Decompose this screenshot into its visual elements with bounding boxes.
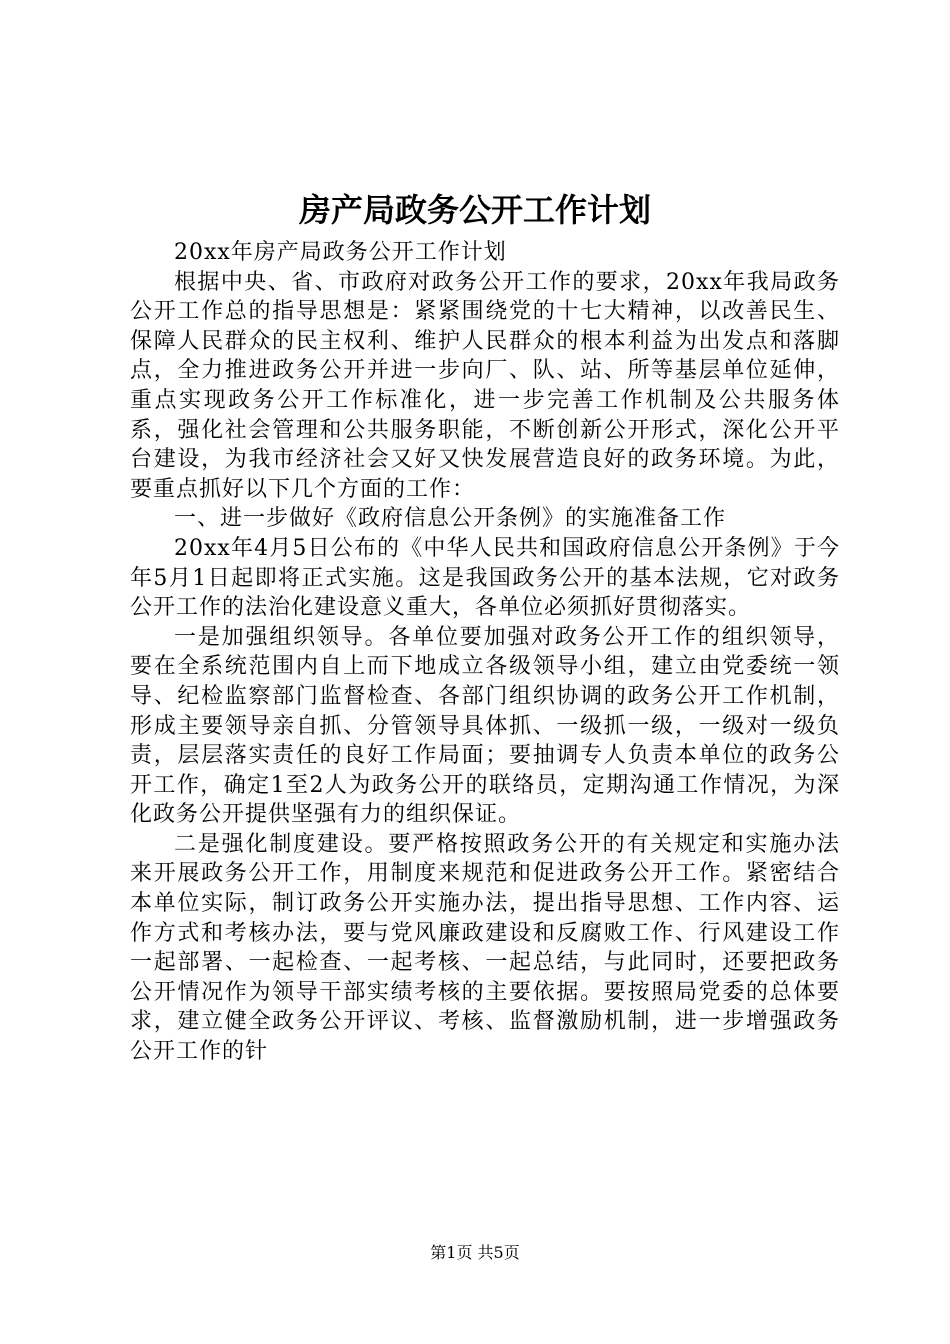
page-footer: 第1页 共5页 [430,1243,520,1262]
paragraph-system-building: 二是强化制度建设。要严格按照政务公开的有关规定和实施办法来开展政务公开工作，用制度来规范和促进政务公开工作。紧密结合本单位实际，制订政务公开实施办法，提出指导思想、工作内容、运作方式和考核办法，要与党风廉政建设和反腐败工作、行风建设工作一起部署、一起检查、一起考核、一起总结，与此同时，还要把政务公开情况作为领导干部实绩考核的主要依据。要按照局党委的总体要求，建立健全政务公开评议、考核、监督激励机制，进一步增强政务公开工作的针 [130,831,840,1065]
paragraph-guiding-thought: 根据中央、省、市政府对政务公开工作的要求，20xx年我局政务公开工作总的指导思想是：紧紧围绕党的十七大精神，以改善民生、保障人民群众的民主权利、维护人民群众的根本利益为出发点和落脚点，全力推进政务公开并进一步向厂、队、站、所等基层单位延伸，重点实现政务公开工作标准化，进一步完善工作机制及公共服务体系，强化社会管理和公共服务职能，不断创新公开形式，深化公开平台建设，为我市经济社会又好又快发展营造良好的政务环境。为此，要重点抓好以下几个方面的工作： [130,269,840,502]
paragraph-organization-leadership: 一是加强组织领导。各单位要加强对政务公开工作的组织领导，要在全系统范围内自上而下地成立各级领导小组，建立由党委统一领导、纪检监察部门监督检查、各部门组织协调的政务公开工作机制，形成主要领导亲自抓、分管领导具体抓、一级抓一级，一级对一级负责，层层落实责任的良好工作局面；要抽调专人负责本单位的政务公开工作，确定1至2人为政务公开的联络员，定期沟通工作情况，为深化政务公开提供坚强有力的组织保证。 [130,624,840,828]
paragraph-regulation-intro: 20xx年4月5日公布的《中华人民共和国政府信息公开条例》于今年5月1日起即将正式实施。这是我国政务公开的基本法规，它对政务公开工作的法治化建设意义重大，各单位必须抓好贯彻落实。 [130,535,840,621]
paragraph-section-heading-1: 一、进一步做好《政府信息公开条例》的实施准备工作 [174,506,727,532]
document-title: 房产局政务公开工作计划 [298,191,651,229]
document-body [130,238,840,1067]
paragraph-subtitle: 20xx年房产局政务公开工作计划 [174,240,507,265]
